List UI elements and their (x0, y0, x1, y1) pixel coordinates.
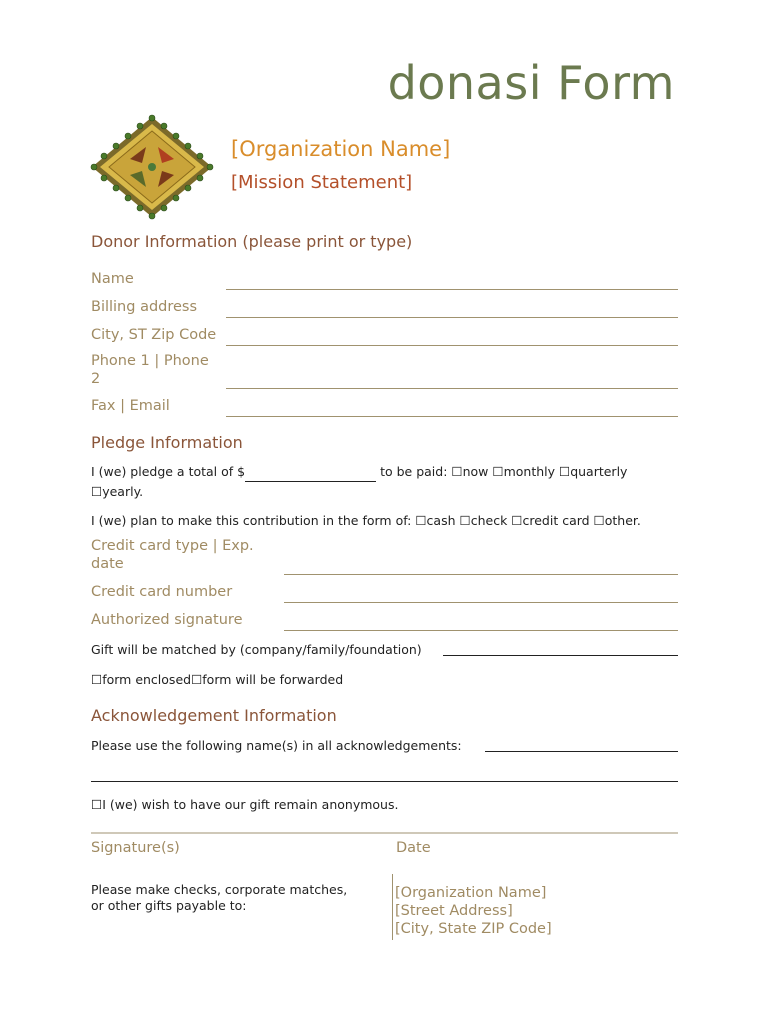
organization-name: [Organization Name] (231, 137, 451, 161)
signature-label: Signature(s) (91, 840, 180, 856)
billing-address-field[interactable] (226, 317, 678, 318)
billing-address-label: Billing address (91, 299, 198, 315)
credit-card-type-line2: date (91, 556, 124, 572)
form-options[interactable]: ☐form enclosed☐form will be forwarded (91, 672, 344, 687)
phone-label-line2: 2 (91, 371, 101, 387)
payable-instructions-line2: or other gifts payable to: (91, 898, 247, 913)
gift-matched-label: Gift will be matched by (company/family/foundation) (91, 642, 422, 657)
acknowledgement-section-heading: Acknowledgement Information (91, 706, 337, 725)
fax-email-label: Fax | Email (91, 398, 170, 414)
payable-instructions-line1: Please make checks, corporate matches, (91, 882, 348, 897)
fax-email-field[interactable] (226, 416, 678, 417)
name-label: Name (91, 271, 134, 287)
payee-street-address: [Street Address] (395, 903, 513, 919)
city-zip-field[interactable] (226, 345, 678, 346)
address-divider (392, 874, 393, 940)
donor-section-heading: Donor Information (please print or type) (91, 232, 413, 251)
organization-logo (88, 114, 216, 220)
acknowledgement-names-field-2[interactable] (91, 781, 678, 782)
credit-card-number-label: Credit card number (91, 584, 233, 600)
credit-card-type-line1: Credit card type | Exp. (91, 538, 254, 554)
pledge-amount-field[interactable] (245, 462, 376, 482)
acknowledgement-names-field[interactable] (485, 751, 678, 752)
pledge-yearly-option[interactable]: ☐yearly. (91, 484, 144, 499)
authorized-signature-field[interactable] (284, 630, 678, 631)
gift-matched-field[interactable] (443, 655, 678, 656)
phone-field[interactable] (226, 388, 678, 389)
anonymous-option[interactable]: ☐I (we) wish to have our gift remain anonymous. (91, 797, 399, 812)
payee-organization-name: [Organization Name] (395, 885, 547, 901)
payable-instructions (91, 882, 347, 914)
pledge-total-line (91, 462, 627, 501)
phone-label-line1: Phone 1 | Phone (91, 353, 209, 369)
form-title: donasi Form (387, 56, 675, 110)
credit-card-number-field[interactable] (284, 602, 678, 603)
credit-card-type-label (91, 537, 254, 573)
acknowledgement-names-label: Please use the following name(s) in all acknowledgements: (91, 738, 462, 753)
authorized-signature-label: Authorized signature (91, 612, 243, 628)
city-zip-label: City, ST Zip Code (91, 327, 217, 343)
pledge-section-heading: Pledge Information (91, 433, 243, 452)
payee-address (395, 884, 552, 938)
signature-divider (91, 832, 678, 834)
credit-card-type-field[interactable] (284, 574, 678, 575)
contribution-form-line: I (we) plan to make this contribution in the form of: ☐cash ☐check ☐credit card ☐other. (91, 513, 641, 528)
payee-city-state-zip: [City, State ZIP Code] (395, 921, 552, 937)
phone-label (91, 352, 209, 388)
date-label: Date (396, 840, 431, 856)
pledge-total-prefix: I (we) pledge a total of $ (91, 464, 246, 479)
mission-statement: [Mission Statement] (231, 172, 413, 193)
pledge-payment-schedule: to be paid: ☐now ☐monthly ☐quarterly (376, 464, 628, 479)
name-field[interactable] (226, 289, 678, 290)
